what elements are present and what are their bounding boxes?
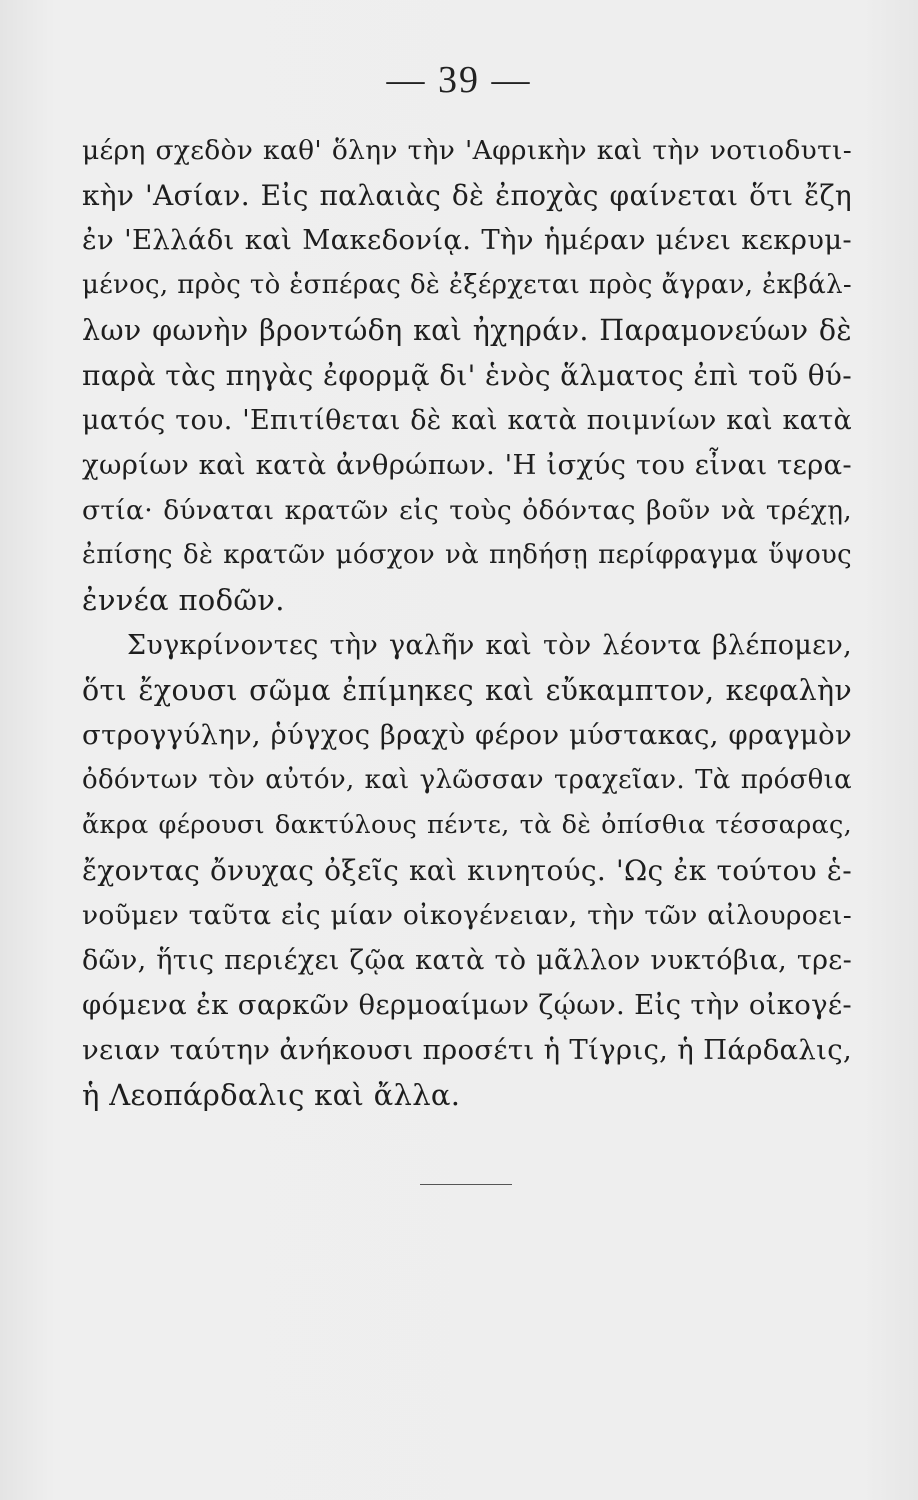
text-line: νοῦμεν ταῦτα εἰς μίαν οἰκογένειαν, τὴν τῶν αἰλουροει- — [82, 900, 852, 931]
text-line: Συγκρίνοντες τὴν γαλῆν καὶ τὸν λέοντα βλέπομεν, — [127, 630, 852, 661]
text-line: κὴν 'Ασίαν. Εἰς παλαιὰς δὲ ἐποχὰς φαίνεται ὅτι ἔζη — [82, 179, 852, 212]
text-line: ἐπίσης δὲ κρατῶν μόσχον νὰ πηδήσῃ περίφραγμα ὕψους — [82, 540, 852, 570]
text-line: νειαν ταύτην ἀνήκουσι προσέτι ἡ Τίγρις, ἡ Πάρδαλις, — [82, 1034, 852, 1066]
text-line: δῶν, ἥτις περιέχει ζῷα κατὰ τὸ μᾶλλον νυκτόβια, τρε- — [82, 945, 852, 976]
text-line: ἄκρα φέρουσι δακτύλους πέντε, τὰ δὲ ὀπίσθια τέσσαρας, — [82, 810, 852, 840]
text-line: χωρίων καὶ κατὰ ἀνθρώπων. 'Η ἰσχύς του εἶναι τερα- — [82, 449, 852, 481]
text-line: ματός του. 'Επιτίθεται δὲ καὶ κατὰ ποιμνίων καὶ κατὰ — [82, 405, 852, 436]
text-line: φόμενα ἐκ σαρκῶν θερμοαίμων ζῴων. Εἰς τὴν οἰκογέ- — [82, 989, 852, 1021]
paragraph-1 — [82, 128, 852, 623]
page-number: — 39 — — [386, 59, 532, 101]
text-line: ἐννέα ποδῶν. — [82, 583, 285, 617]
text-line: ὅτι ἔχουσι σῶμα ἐπίμηκες καὶ εὔκαμπτον, κεφαλὴν — [82, 674, 852, 707]
text-line: ἐν 'Ελλάδι καὶ Μακεδονίᾳ. Τὴν ἡμέραν μένει κεκρυμ- — [82, 224, 852, 256]
text-line: ἔχοντας ὄνυχας ὀξεῖς καὶ κινητούς. 'Ως ἐκ τούτου ἑ- — [82, 854, 852, 887]
text-line: ὀδόντων τὸν αὐτόν, καὶ γλῶσσαν τραχεῖαν. Τὰ πρόσθια — [82, 765, 852, 795]
text-line: παρὰ τὰς πηγὰς ἐφορμᾷ δι' ἑνὸς ἅλματος ἐπὶ τοῦ θύ- — [82, 359, 852, 392]
text-line: μένος, πρὸς τὸ ἑσπέρας δὲ ἐξέρχεται πρὸς ἄγραν, ἐκβάλ- — [82, 270, 852, 300]
paragraph-2 — [82, 623, 852, 1118]
text-line: μέρη σχεδὸν καθ' ὅλην τὴν 'Αφρικὴν καὶ τὴν νοτιοδυτι- — [82, 135, 852, 166]
end-rule — [420, 1184, 512, 1185]
text-line: ἡ Λεοπάρδαλις καὶ ἄλλα. — [82, 1078, 461, 1112]
text-line: στρογγύλην, ῥύγχος βραχὺ φέρον μύστακας, φραγμὸν — [82, 719, 852, 751]
body-text — [82, 128, 852, 1118]
text-line: στία· δύναται κρατῶν εἰς τοὺς ὀδόντας βοῦν νὰ τρέχῃ, — [82, 495, 852, 526]
text-line: λων φωνὴν βροντώδη καὶ ἠχηράν. Παραμονεύων δὲ — [82, 314, 852, 347]
